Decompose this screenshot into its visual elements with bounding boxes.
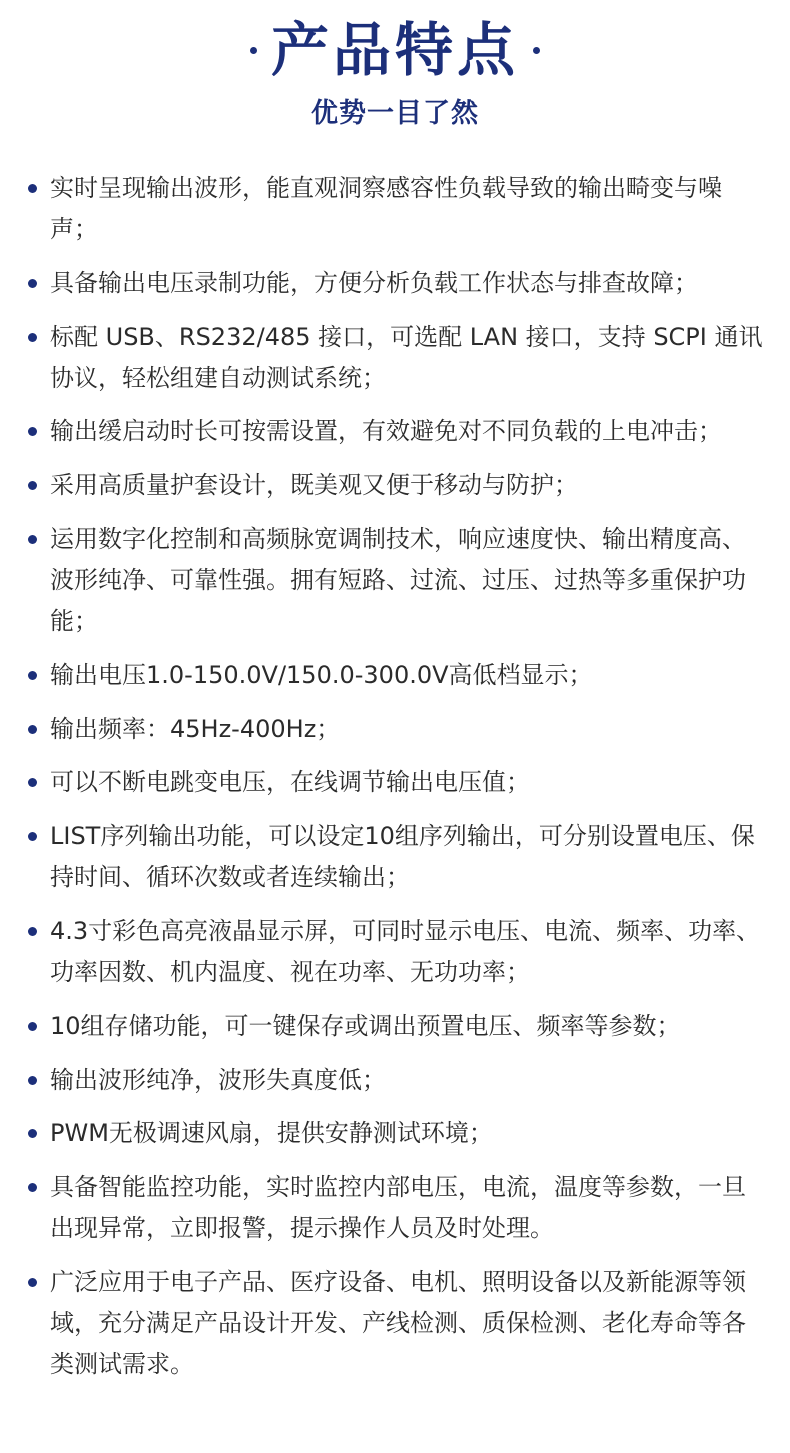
bullet-icon	[28, 1076, 37, 1085]
feature-text: 实时呈现输出波形，能直观洞察感容性负载导致的输出畸变与噪声；	[50, 174, 722, 243]
bullet-icon	[28, 333, 37, 342]
bullet-icon	[28, 279, 37, 288]
feature-item	[26, 411, 766, 452]
feature-text: LIST序列输出功能，可以设定10组序列输出，可分别设置电压、保持时间、循环次数或者连续输出；	[50, 822, 755, 892]
bullet-icon	[28, 671, 37, 680]
feature-text: 输出频率：45Hz-400Hz；	[50, 714, 341, 743]
feature-text: 具备输出电压录制功能，方便分析负载工作状态与排查故障；	[50, 268, 698, 297]
feature-text: 输出缓启动时长可按需设置，有效避免对不同负载的上电冲击；	[50, 417, 722, 446]
feature-item	[26, 519, 766, 642]
feature-text: 4.3寸彩色高亮液晶显示屏，可同时显示电压、电流、频率、功率、功率因数、机内温度、视在功率、无功功率；	[50, 916, 761, 986]
feature-item	[26, 1060, 766, 1101]
feature-text: 运用数字化控制和高频脉宽调制技术，响应速度快、输出精度高、波形纯净、可靠性强。拥有短路、过流、过压、过热等多重保护功能；	[50, 524, 746, 635]
feature-text: 输出波形纯净，波形失真度低；	[50, 1065, 386, 1094]
bullet-icon	[28, 1022, 37, 1031]
feature-item	[26, 168, 766, 250]
bullet-icon	[28, 427, 37, 436]
feature-item	[26, 1006, 766, 1047]
page-subtitle: 优势一目了然	[311, 98, 479, 129]
feature-item	[26, 263, 766, 304]
bullet-icon	[28, 1183, 37, 1192]
feature-item	[26, 816, 766, 898]
bullet-icon	[28, 481, 37, 490]
feature-item	[26, 655, 766, 696]
feature-text: 广泛应用于电子产品、医疗设备、电机、照明设备以及新能源等领域，充分满足产品设计开发、产线检测、质保检测、老化寿命等各类测试需求。	[50, 1267, 746, 1378]
bullet-icon	[28, 1129, 37, 1138]
feature-item	[26, 911, 766, 993]
feature-item	[26, 1167, 766, 1249]
feature-item	[26, 762, 766, 803]
title-right-dot	[533, 47, 540, 54]
feature-text: 采用高质量护套设计，既美观又便于移动与防护；	[50, 471, 578, 500]
bullet-icon	[28, 535, 37, 544]
feature-text: 输出电压1.0-150.0V/150.0-300.0V高低档显示；	[50, 660, 593, 689]
bullet-icon	[28, 184, 37, 193]
title-row	[0, 10, 790, 90]
bullet-icon	[28, 1278, 37, 1287]
page-title: 产品特点	[270, 16, 519, 84]
bullet-icon	[28, 725, 37, 734]
bullet-icon	[28, 927, 37, 936]
title-left-dot	[250, 47, 257, 54]
feature-text: 10组存储功能，可一键保存或调出预置电压、频率等参数；	[50, 1011, 681, 1040]
feature-text: PWM无极调速风扇，提供安静测试环境；	[50, 1119, 493, 1148]
feature-item	[26, 317, 766, 399]
bullet-icon	[28, 832, 37, 841]
feature-item	[26, 1262, 766, 1385]
feature-list	[26, 168, 766, 1398]
feature-text: 可以不断电跳变电压，在线调节输出电压值；	[50, 768, 530, 797]
feature-item	[26, 709, 766, 750]
feature-text: 具备智能监控功能，实时监控内部电压，电流，温度等参数，一旦出现异常，立即报警，提示操作人员及时处理。	[50, 1173, 746, 1243]
feature-item	[26, 1113, 766, 1154]
feature-text: 标配 USB、RS232/485 接口，可选配 LAN 接口，支持 SCPI 通讯协议，轻松组建自动测试系统；	[50, 322, 763, 392]
bullet-icon	[28, 778, 37, 787]
feature-item	[26, 465, 766, 506]
